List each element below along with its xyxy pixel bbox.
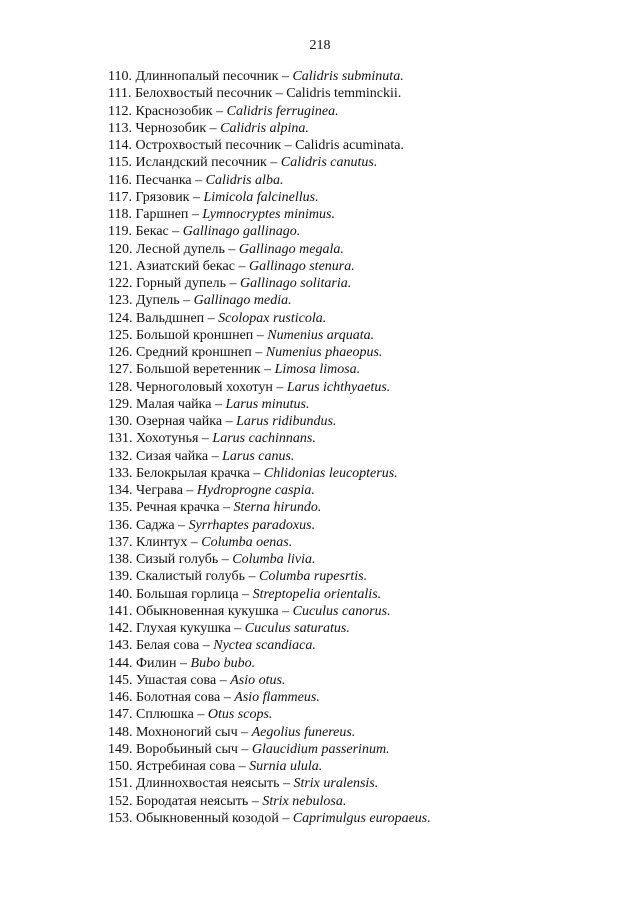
- species-russian-name: Малая чайка: [136, 396, 212, 412]
- species-entry: [108, 241, 431, 258]
- species-entry: [108, 603, 431, 620]
- species-russian-name: Средний кроншнеп: [136, 345, 252, 360]
- species-entry: [108, 344, 431, 361]
- species-latin-name: Numenius arquata.: [267, 327, 375, 343]
- species-latin-name: Calidris ferruginea.: [226, 103, 339, 119]
- species-entry: [108, 154, 431, 171]
- species-entry: [108, 810, 431, 827]
- species-number: 125.: [108, 327, 133, 343]
- name-separator-dash: –: [224, 241, 239, 257]
- species-entry: [108, 465, 431, 482]
- name-separator-dash: –: [237, 741, 252, 757]
- species-russian-name: Ястребиная сова: [136, 759, 236, 774]
- species-entry: [108, 568, 431, 585]
- species-entry: [108, 310, 431, 327]
- species-latin-name: Larus ichthyaetus.: [286, 379, 391, 395]
- species-number: 139.: [108, 569, 133, 585]
- species-russian-name: Хохотунья: [136, 431, 199, 447]
- species-russian-name: Чеграва: [136, 483, 183, 498]
- name-separator-dash: –: [188, 207, 203, 222]
- species-latin-name: Asio otus.: [230, 672, 286, 688]
- species-latin-name: Larus canus.: [222, 448, 295, 464]
- species-latin-name: Hydroprogne caspia.: [196, 483, 315, 498]
- species-russian-name: Белохвостый песочник: [134, 86, 273, 102]
- species-russian-name: Большой кроншнеп: [136, 327, 254, 343]
- species-russian-name: Черноголовый хохотун: [136, 379, 273, 395]
- name-separator-dash: –: [191, 172, 206, 188]
- species-entry: [108, 189, 431, 206]
- species-russian-name: Азиатский бекас: [136, 258, 235, 274]
- name-separator-dash: –: [278, 810, 293, 826]
- species-number: 114.: [108, 138, 132, 153]
- species-entry: [108, 430, 431, 447]
- species-russian-name: Исландский песочник: [135, 155, 267, 171]
- name-separator-dash: –: [211, 396, 226, 412]
- name-separator-dash: –: [251, 345, 266, 360]
- species-latin-name: Calidris subminuta.: [292, 69, 404, 84]
- species-russian-name: Длиннопалый песочник: [135, 69, 279, 84]
- species-number: 134.: [108, 483, 133, 498]
- name-separator-dash: –: [245, 569, 259, 585]
- species-number: 119.: [108, 224, 132, 240]
- species-entry: [108, 172, 431, 189]
- species-number: 140.: [108, 586, 133, 602]
- species-latin-name: Columba livia.: [232, 552, 316, 567]
- name-separator-dash: –: [174, 517, 189, 533]
- species-latin-name: Asio flammeus.: [234, 690, 320, 705]
- species-number: 121.: [108, 258, 133, 274]
- name-separator-dash: –: [206, 120, 221, 136]
- species-number: 129.: [108, 396, 133, 412]
- species-latin-name: Numenius phaeopus.: [265, 345, 383, 360]
- name-separator-dash: –: [266, 155, 281, 171]
- species-russian-name: Гаршнеп: [135, 207, 189, 222]
- species-latin-name: Larus cachinnans.: [212, 431, 316, 447]
- species-entry: [108, 672, 431, 689]
- species-russian-name: Дупель: [136, 293, 180, 309]
- name-separator-dash: –: [253, 327, 268, 343]
- species-latin-name: Cuculus canorus.: [292, 603, 391, 619]
- species-entry: [108, 396, 431, 413]
- species-number: 122.: [108, 276, 133, 291]
- species-number: 131.: [108, 431, 133, 447]
- name-separator-dash: –: [272, 379, 287, 395]
- species-russian-name: Большой веретенник: [136, 362, 261, 378]
- species-entry: [108, 206, 431, 223]
- species-entry: [108, 327, 431, 344]
- species-russian-name: Мохноногий сыч: [136, 724, 238, 740]
- species-entry: [108, 620, 431, 637]
- name-separator-dash: –: [219, 500, 234, 516]
- page-number: 218: [309, 38, 331, 53]
- species-number: 115.: [108, 155, 132, 171]
- species-number: 142.: [108, 621, 133, 636]
- species-russian-name: Грязовик: [135, 189, 190, 205]
- species-entry: [108, 482, 431, 499]
- species-number: 137.: [108, 534, 133, 550]
- species-latin-name: Glaucidium passerinum.: [251, 741, 390, 757]
- species-latin-name: Gallinago megala.: [238, 241, 344, 257]
- species-entry: [108, 499, 431, 516]
- species-entry: [108, 689, 431, 706]
- species-latin-name: Limosa limosa.: [274, 362, 361, 378]
- species-entry: [108, 551, 431, 568]
- species-latin-name: Streptopelia orientalis.: [252, 586, 382, 602]
- species-russian-name: Глухая кукушка: [136, 621, 231, 636]
- name-separator-dash: –: [208, 448, 223, 464]
- name-separator-dash: –: [279, 776, 294, 792]
- species-latin-name: Calidris canutus.: [280, 155, 378, 171]
- species-latin-name: Bubo bubo.: [190, 655, 256, 671]
- species-latin-name: Calidris acuminata.: [295, 138, 404, 153]
- species-list: [108, 68, 431, 827]
- name-separator-dash: –: [182, 483, 197, 498]
- species-number: 138.: [108, 552, 133, 567]
- species-russian-name: Филин: [136, 655, 177, 671]
- species-number: 153.: [108, 810, 133, 826]
- species-entry: [108, 223, 431, 240]
- species-entry: [108, 534, 431, 551]
- species-entry: [108, 637, 431, 654]
- species-number: 113.: [108, 120, 132, 136]
- name-separator-dash: –: [249, 465, 264, 481]
- species-latin-name: Calidris temminckii.: [286, 86, 402, 102]
- species-russian-name: Песчанка: [135, 172, 192, 188]
- species-number: 150.: [108, 759, 133, 774]
- name-separator-dash: –: [212, 103, 227, 119]
- name-separator-dash: –: [260, 362, 275, 378]
- name-separator-dash: –: [189, 189, 204, 205]
- species-number: 143.: [108, 638, 133, 654]
- species-russian-name: Краснозобик: [135, 103, 213, 119]
- species-number: 124.: [108, 310, 133, 326]
- species-entry: [108, 258, 431, 275]
- name-separator-dash: –: [235, 759, 250, 774]
- species-russian-name: Речная крачка: [136, 500, 220, 516]
- species-latin-name: Strix uralensis.: [293, 776, 379, 792]
- name-separator-dash: –: [198, 431, 213, 447]
- species-number: 136.: [108, 517, 133, 533]
- species-entry: [108, 741, 431, 758]
- species-entry: [108, 361, 431, 378]
- species-latin-name: Calidris alba.: [205, 172, 284, 188]
- species-russian-name: Белокрылая крачка: [136, 465, 250, 481]
- species-number: 120.: [108, 241, 133, 257]
- species-entry: [108, 586, 431, 603]
- species-number: 117.: [108, 189, 132, 205]
- species-entry: [108, 706, 431, 723]
- species-entry: [108, 655, 431, 672]
- species-latin-name: Columba rupesrtis.: [259, 569, 368, 585]
- species-number: 127.: [108, 362, 133, 378]
- name-separator-dash: –: [204, 310, 219, 326]
- species-latin-name: Aegolius funereus.: [251, 724, 356, 740]
- species-russian-name: Большая горлица: [136, 586, 239, 602]
- species-entry: [108, 85, 431, 102]
- name-separator-dash: –: [199, 638, 214, 654]
- species-russian-name: Бородатая неясыть: [136, 793, 249, 809]
- species-number: 151.: [108, 776, 133, 792]
- name-separator-dash: –: [278, 69, 293, 84]
- species-number: 133.: [108, 465, 133, 481]
- name-separator-dash: –: [216, 672, 231, 688]
- species-latin-name: Limicola falcinellus.: [203, 189, 319, 205]
- name-separator-dash: –: [278, 603, 293, 619]
- species-entry: [108, 758, 431, 775]
- species-entry: [108, 724, 431, 741]
- species-latin-name: Calidris alpina.: [220, 120, 309, 136]
- species-latin-name: Gallinago gallinago.: [182, 224, 301, 240]
- species-russian-name: Болотная сова: [136, 690, 221, 705]
- species-latin-name: Caprimulgus europaeus.: [292, 810, 431, 826]
- species-latin-name: Strix nebulosa.: [262, 793, 347, 809]
- name-separator-dash: –: [220, 690, 235, 705]
- name-separator-dash: –: [230, 621, 245, 636]
- species-entry: [108, 517, 431, 534]
- species-entry: [108, 68, 431, 85]
- name-separator-dash: –: [234, 258, 249, 274]
- species-number: 135.: [108, 500, 133, 516]
- species-number: 149.: [108, 741, 133, 757]
- species-russian-name: Лесной дупель: [136, 241, 225, 257]
- species-number: 141.: [108, 603, 133, 619]
- species-russian-name: Озерная чайка: [136, 414, 223, 429]
- name-separator-dash: –: [238, 586, 253, 602]
- species-latin-name: Sterna hirundo.: [233, 500, 322, 516]
- name-separator-dash: –: [225, 276, 240, 291]
- species-entry: [108, 137, 431, 154]
- species-number: 147.: [108, 707, 133, 723]
- species-russian-name: Скалистый голубь: [136, 569, 245, 585]
- species-latin-name: Gallinago media.: [193, 293, 292, 309]
- species-latin-name: Gallinago solitaria.: [239, 276, 352, 291]
- species-number: 111.: [108, 86, 132, 102]
- name-separator-dash: –: [272, 86, 287, 102]
- species-latin-name: Gallinago stenura.: [248, 258, 355, 274]
- species-latin-name: Otus scops.: [207, 707, 273, 723]
- species-number: 112.: [108, 103, 132, 119]
- species-russian-name: Ушастая сова: [136, 672, 217, 688]
- species-entry: [108, 413, 431, 430]
- species-latin-name: Surnia ulula.: [249, 759, 323, 774]
- species-latin-name: Scolopax rusticola.: [218, 310, 327, 326]
- name-separator-dash: –: [222, 414, 237, 429]
- species-latin-name: Larus minutus.: [225, 396, 310, 412]
- species-entry: [108, 379, 431, 396]
- species-number: 132.: [108, 448, 133, 464]
- species-russian-name: Сизый голубь: [136, 552, 219, 567]
- name-separator-dash: –: [237, 724, 252, 740]
- species-russian-name: Бекас: [135, 224, 169, 240]
- species-number: 148.: [108, 724, 133, 740]
- species-russian-name: Обыкновенная кукушка: [136, 603, 279, 619]
- species-latin-name: Nyctea scandiaca.: [213, 638, 316, 654]
- species-number: 110.: [108, 69, 132, 84]
- species-number: 116.: [108, 172, 132, 188]
- name-separator-dash: –: [187, 534, 202, 550]
- name-separator-dash: –: [248, 793, 263, 809]
- name-separator-dash: –: [176, 655, 191, 671]
- species-latin-name: Syrrhaptes paradoxus.: [188, 517, 316, 533]
- species-entry: [108, 775, 431, 792]
- species-number: 123.: [108, 293, 133, 309]
- species-latin-name: Chlidonias leucopterus.: [263, 465, 398, 481]
- name-separator-dash: –: [179, 293, 194, 309]
- species-russian-name: Обыкновенный козодой: [136, 810, 279, 826]
- species-russian-name: Острохвостый песочник: [135, 138, 282, 153]
- species-number: 126.: [108, 345, 133, 360]
- species-russian-name: Горный дупель: [136, 276, 226, 291]
- species-russian-name: Вальдшнеп: [136, 310, 205, 326]
- name-separator-dash: –: [218, 552, 233, 567]
- name-separator-dash: –: [193, 707, 208, 723]
- species-entry: [108, 275, 431, 292]
- species-russian-name: Белая сова: [136, 638, 200, 654]
- species-number: 128.: [108, 379, 133, 395]
- species-russian-name: Воробьиный сыч: [136, 741, 238, 757]
- species-entry: [108, 448, 431, 465]
- species-number: 152.: [108, 793, 133, 809]
- species-entry: [108, 793, 431, 810]
- species-latin-name: Columba oenas.: [201, 534, 293, 550]
- species-latin-name: Cuculus saturatus.: [244, 621, 350, 636]
- species-number: 145.: [108, 672, 133, 688]
- species-russian-name: Сплюшка: [136, 707, 194, 723]
- species-russian-name: Клинтух: [136, 534, 188, 550]
- species-russian-name: Саджа: [136, 517, 175, 533]
- species-number: 146.: [108, 690, 133, 705]
- species-latin-name: Lymnocryptes minimus.: [202, 207, 335, 222]
- species-russian-name: Сизая чайка: [136, 448, 209, 464]
- name-separator-dash: –: [168, 224, 183, 240]
- species-number: 144.: [108, 655, 133, 671]
- species-number: 130.: [108, 414, 133, 429]
- species-entry: [108, 103, 431, 120]
- species-latin-name: Larus ridibundus.: [236, 414, 337, 429]
- species-russian-name: Чернозобик: [135, 120, 207, 136]
- name-separator-dash: –: [281, 138, 296, 153]
- species-russian-name: Длиннохвостая неясыть: [136, 776, 280, 792]
- species-entry: [108, 120, 431, 137]
- species-entry: [108, 292, 431, 309]
- species-number: 118.: [108, 207, 132, 222]
